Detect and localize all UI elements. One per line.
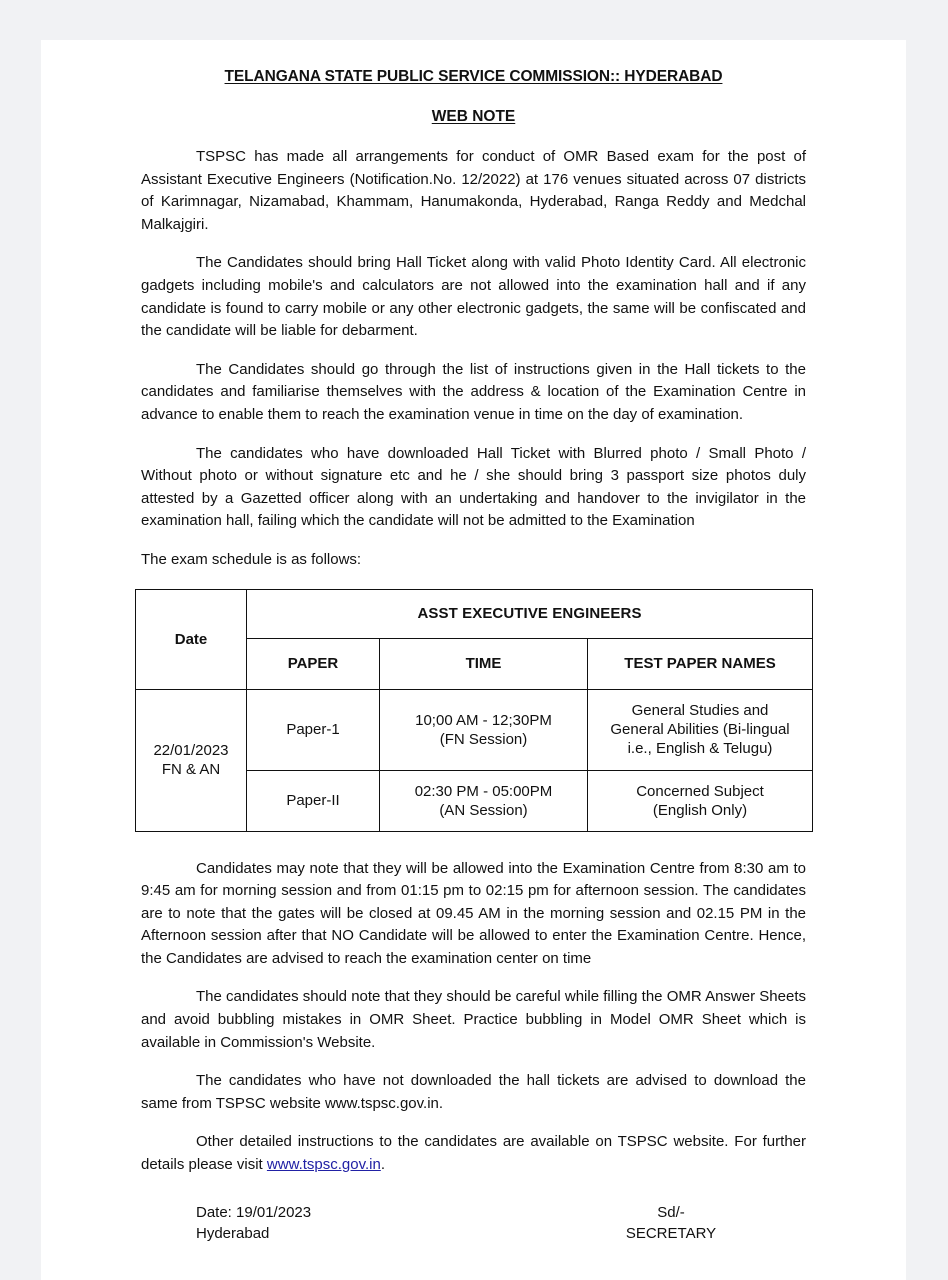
cell-test-paper-names-2 bbox=[588, 770, 813, 831]
table-group-header: ASST EXECUTIVE ENGINEERS bbox=[247, 589, 813, 638]
column-header-date: Date bbox=[136, 589, 247, 689]
test-paper-name-2-line-2: (English Only) bbox=[652, 801, 748, 819]
paragraph-instructions: The Candidates should go through the list of instructions given in the Hall tickets to the candidates and familiarise themselves with the address & location of the Examination Centre in advance to enable them to reach the examination venue in time on the day of examination. bbox=[141, 360, 806, 423]
cell-paper-2: Paper-II bbox=[247, 770, 380, 831]
paragraph-blurred-photo: The candidates who have downloaded Hall Ticket with Blurred photo / Small Photo / Without photo or without signature etc and he / she should bring 3 passport size photos duly attested by a Gazetted officer along with an undertaking and handover to the invigilator in the examination hall, failing which the candidate will not be admitted to the Examination bbox=[141, 444, 806, 530]
schedule-intro: The exam schedule is as follows: bbox=[141, 550, 362, 568]
test-paper-name-2-line-1: Concerned Subject bbox=[636, 782, 764, 800]
paragraph-omr-care: The candidates should note that they should be careful while filling the OMR Answer Sheets and avoid bubbling mistakes in OMR Sheet. Practice bubbling in Model OMR Sheet which is available in Commission's Website. bbox=[141, 988, 806, 1051]
paragraph-intro: TSPSC has made all arrangements for conduct of OMR Based exam for the post of Assistant Executive Engineers (Notification.No. 12/2022) at 176 venues situated across 07 districts of Karimnagar, Nizamabad, Khammam, Hanumakonda, Hyderabad, Ranga Reddy and Medchal Malkajgiri. bbox=[141, 148, 806, 233]
test-paper-name-1-line-1: General Studies and bbox=[631, 702, 769, 719]
paragraph-entry-timings: Candidates may note that they will be allowed into the Examination Centre from 8:30 am to 9:45 am for morning session and from 01:15 pm to 02:15 pm for afternoon session. The candidates are to note that the gates will be closed at 09.45 AM in the morning session and 02.15 PM in the Afternoon session after that NO Candidate will be allowed to enter the Examination Centre. Hence, the Candidates are advised to reach the examination center on time bbox=[141, 859, 806, 967]
exam-schedule-table bbox=[135, 589, 813, 832]
signature-place: Hyderabad bbox=[196, 1224, 270, 1242]
schedule-table-wrapper bbox=[141, 572, 806, 832]
final-paragraph-text-before-link: Other detailed instructions to the candidates are available on TSPSC website. For further details please visit bbox=[141, 1133, 806, 1174]
table-row bbox=[136, 689, 813, 770]
document-content bbox=[141, 68, 806, 1252]
column-header-time: TIME bbox=[380, 638, 588, 689]
table-header-group-row bbox=[136, 589, 813, 638]
cell-test-paper-names-1 bbox=[588, 689, 813, 770]
paragraph-hall-ticket: The Candidates should bring Hall Ticket along with valid Photo Identity Card. All electronic gadgets including mobile's and calculators are not allowed into the examination hall and if any candidate is found to carry mobile or any other electronic gadgets, the same will be confiscated and the candidate will be liable for debarment. bbox=[141, 254, 806, 340]
document-page bbox=[41, 40, 906, 1280]
cell-time-1 bbox=[380, 689, 588, 770]
page-subtitle-text: WEB NOTE bbox=[431, 108, 516, 125]
test-paper-name-1-line-2: General Abilities (Bi-lingual bbox=[610, 721, 790, 738]
time-range-2: 02:30 PM - 05:00PM bbox=[414, 782, 553, 800]
cell-time-2 bbox=[380, 770, 588, 831]
paragraph-other-instructions bbox=[141, 1115, 806, 1176]
paragraph-download-hall-ticket: The candidates who have not downloaded the hall tickets are advised to download the same from TSPSC website www.tspsc.gov.in. bbox=[141, 1072, 806, 1112]
exam-sessions-value: FN & AN bbox=[161, 761, 221, 778]
tspsc-website-link[interactable]: www.tspsc.gov.in bbox=[266, 1156, 381, 1174]
signature-designation: SECRETARY bbox=[625, 1224, 717, 1242]
signature-right bbox=[571, 1202, 771, 1244]
signature-block bbox=[141, 1177, 806, 1252]
time-range-1: 10;00 AM - 12;30PM bbox=[415, 711, 552, 729]
page-title bbox=[141, 68, 806, 86]
signature-date: Date: 19/01/2023 bbox=[196, 1203, 312, 1221]
cell-paper-1: Paper-1 bbox=[247, 689, 380, 770]
signature-sd: Sd/- bbox=[657, 1203, 685, 1221]
session-label-2: (AN Session) bbox=[439, 801, 528, 819]
session-label-1: (FN Session) bbox=[439, 730, 528, 748]
signature-left bbox=[196, 1202, 311, 1244]
exam-date-value: 22/01/2023 bbox=[153, 742, 229, 759]
column-header-test-paper-names: TEST PAPER NAMES bbox=[588, 638, 813, 689]
column-header-paper: PAPER bbox=[247, 638, 380, 689]
test-paper-name-1-line-3: i.e., English & Telugu) bbox=[627, 740, 773, 757]
page-title-text: TELANGANA STATE PUBLIC SERVICE COMMISSION:: HYDERABAD bbox=[224, 68, 723, 85]
final-paragraph-text-after-link: . bbox=[380, 1156, 386, 1174]
cell-exam-date bbox=[136, 689, 247, 831]
page-subtitle bbox=[141, 86, 806, 126]
